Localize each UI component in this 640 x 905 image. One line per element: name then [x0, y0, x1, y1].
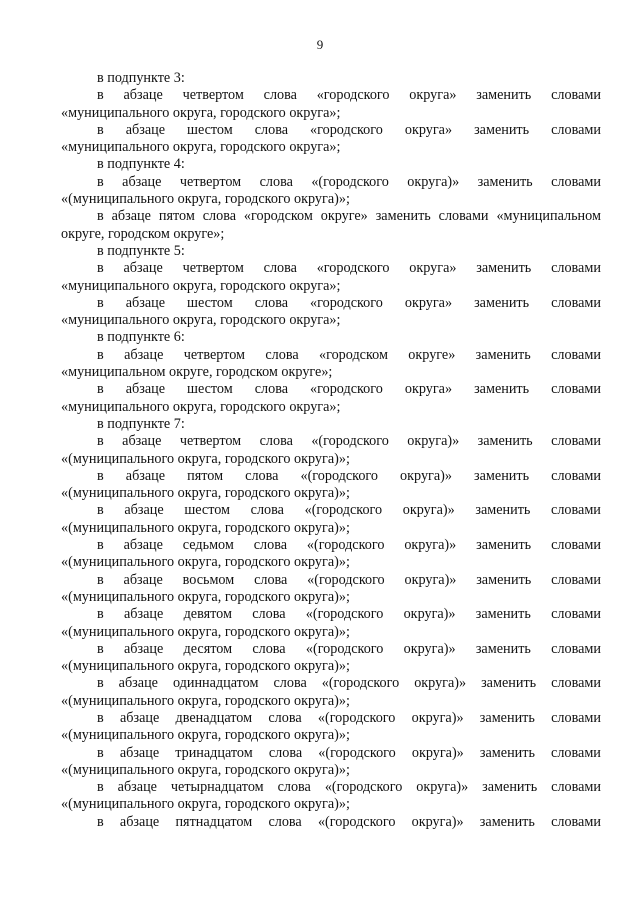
text-line: «(муниципального округа, городского округа)»; — [61, 761, 350, 778]
text-line: в подпункте 5: — [97, 242, 185, 259]
text-line: «(муниципального округа, городского округа)»; — [61, 588, 350, 605]
text-line: в подпункте 4: — [97, 156, 185, 173]
text-line: «(муниципального округа, городского округа)»; — [61, 191, 350, 208]
text-line: «(муниципального округа, городского округа)»; — [61, 519, 350, 536]
text-line: в абзаце четырнадцатом слова «(городского округа)» заменить словами — [97, 779, 601, 796]
text-line: в абзаце шестом слова «городского округа» заменить словами — [97, 381, 601, 398]
text-line: «(муниципального округа, городского округа)»; — [61, 692, 350, 709]
text-line: «муниципальном округе, городском округе»; — [61, 364, 333, 381]
text-line: в абзаце четвертом слова «городского округа» заменить словами — [97, 260, 601, 277]
text-line: в абзаце пятом слова «(городского округа)» заменить словами — [97, 467, 601, 484]
text-line: «(муниципального округа, городского округа)»; — [61, 796, 350, 813]
text-line: в подпункте 3: — [97, 70, 185, 86]
text-line: «муниципального округа, городского округа»; — [61, 312, 341, 329]
text-line: «муниципального округа, городского округа»; — [61, 139, 341, 156]
text-line: «(муниципального округа, городского округа)»; — [61, 658, 350, 675]
text-line: в абзаце шестом слова «(городского округа)» заменить словами — [97, 502, 601, 519]
text-line: в абзаце восьмом слова «(городского округа)» заменить словами — [97, 571, 601, 588]
text-line: в абзаце девятом слова «(городского округа)» заменить словами — [97, 606, 601, 623]
text-line: «(муниципального округа, городского округа)»; — [61, 485, 350, 502]
text-line: в подпункте 7: — [97, 415, 185, 432]
text-line: в абзаце пятнадцатом слова «(городского округа)» заменить словами — [97, 813, 601, 830]
text-line: «(муниципального округа, городского округа)»; — [61, 554, 350, 571]
text-line: в абзаце четвертом слова «(городского округа)» заменить словами — [97, 173, 601, 190]
text-line: «(муниципального округа, городского округа)»; — [61, 623, 350, 640]
text-line: в абзаце шестом слова «городского округа» заменить словами — [97, 294, 601, 311]
text-line: «(муниципального округа, городского округа)»; — [61, 450, 350, 467]
document-body — [61, 70, 601, 831]
text-line: в абзаце четвертом слова «городском округе» заменить словами — [97, 346, 601, 363]
text-line: в абзаце четвертом слова «(городского округа)» заменить словами — [97, 433, 601, 450]
text-line: «муниципального округа, городского округа»; — [61, 277, 341, 294]
text-line: в абзаце тринадцатом слова «(городского округа)» заменить словами — [97, 744, 601, 761]
text-line: в абзаце одиннадцатом слова «(городского округа)» заменить словами — [97, 675, 601, 692]
text-line: «муниципального округа, городского округа»; — [61, 398, 341, 415]
text-line: в абзаце двенадцатом слова «(городского округа)» заменить словами — [97, 709, 601, 726]
text-line: в абзаце десятом слова «(городского округа)» заменить словами — [97, 640, 601, 657]
page-number: 9 — [316, 37, 324, 52]
text-line: в абзаце седьмом слова «(городского округа)» заменить словами — [97, 537, 601, 554]
text-line: «муниципального округа, городского округа»; — [61, 104, 341, 121]
text-line: в абзаце шестом слова «городского округа» заменить словами — [97, 121, 601, 138]
text-line: в абзаце четвертом слова «городского округа» заменить словами — [97, 87, 601, 104]
text-line: «(муниципального округа, городского округа)»; — [61, 727, 350, 744]
text-line: в абзаце пятом слова «городском округе» заменить словами «муниципальном — [97, 208, 601, 225]
text-line: в подпункте 6: — [97, 329, 185, 346]
text-line: округе, городском округе»; — [61, 225, 225, 242]
